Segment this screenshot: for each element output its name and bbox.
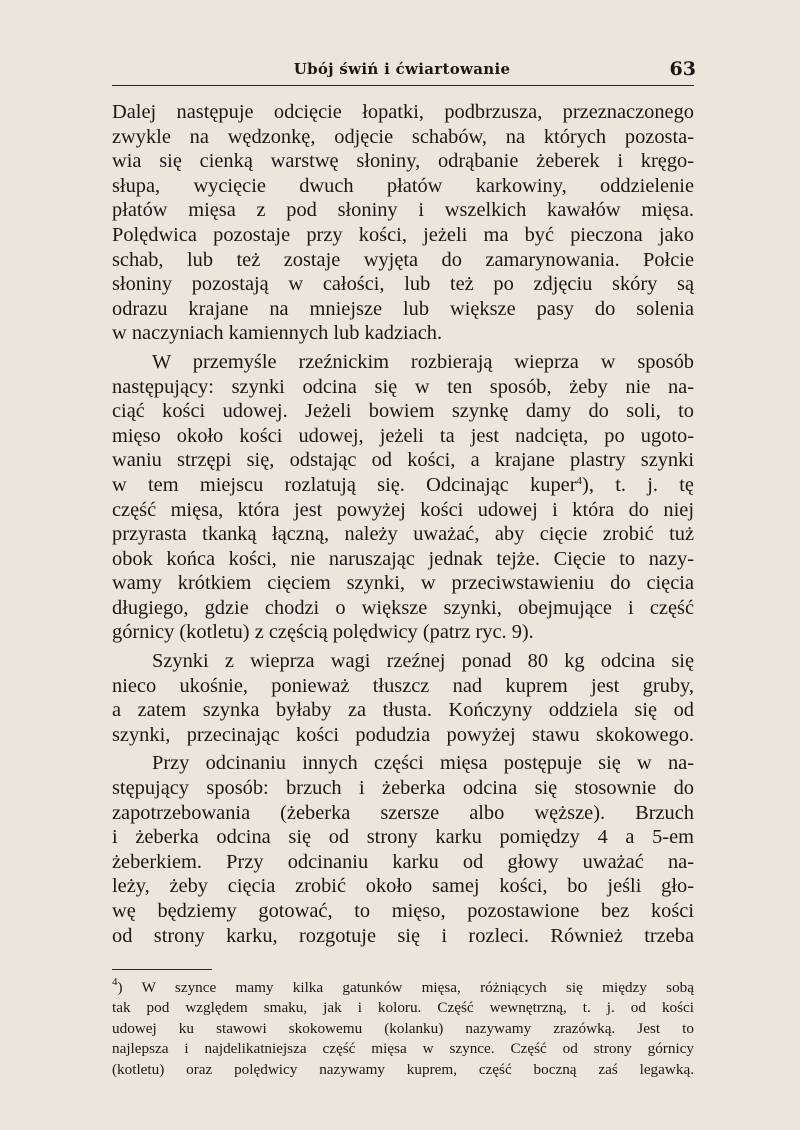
paragraph-4 — [112, 751, 694, 948]
text-line-with-footnote-ref — [112, 473, 694, 498]
text-line: część mięsa, która jest powyżej kości udowej i która do niej — [112, 498, 694, 521]
text-line: waniu strzępi się, odstając od kości, a krajane plastry szynki — [112, 449, 694, 472]
text-line: wę będziemy gotować, to mięso, pozostawione bez kości — [112, 900, 694, 922]
running-title: Ubój świń i ćwiartowanie — [293, 60, 511, 78]
footnote-rule — [112, 969, 212, 970]
text-line: Szynki z wieprza wagi rzeźnej ponad 80 kg odcina się — [152, 650, 694, 673]
text-line: nieco ukośnie, ponieważ tłuszcz nad kuprem jest gruby, — [112, 674, 694, 697]
footnote-line: tak pod względem smaku, jak i koloru. Część wewnętrzną, t. j. od kości — [112, 999, 694, 1017]
footnote-line — [112, 978, 694, 998]
text-line: W przemyśle rzeźnickim rozbierają wieprza w sposób — [152, 350, 694, 373]
text-line: odrazu krajane na mniejsze lub większe pasy do solenia — [112, 297, 694, 320]
paragraph-3 — [112, 649, 694, 747]
text-line: Polędwica pozostaje przy kości, jeżeli ma być pieczona jako — [112, 223, 694, 246]
paragraph-1 — [112, 100, 694, 346]
page-header — [112, 58, 696, 82]
text-line: obok końca kości, nie naruszając jednak tejże. Cięcie to nazy- — [112, 547, 694, 570]
text-line-tail: ), t. j. tę — [582, 473, 694, 496]
text-line: i żeberka odcina się od strony karku pomiędzy 4 a 5-em — [112, 826, 694, 849]
text-line: płatów mięsa z pod słoniny i wszelkich kawałów mięsa. — [112, 199, 694, 222]
paragraph-2 — [112, 350, 694, 645]
text-line: długiego, gdzie chodzi o większe szynki, obejmujące i część — [112, 596, 694, 619]
text-line: Dalej następuje odcięcie łopatki, podbrzusza, przeznaczonego — [112, 101, 694, 123]
text-line: górnicy (kotletu) z częścią polędwicy (patrz ryc. 9). — [112, 621, 534, 644]
text-line: zapotrzebowania (żeberka szersze albo węższe). Brzuch — [112, 801, 694, 824]
text-line: zwykle na wędzonkę, odjęcie schabów, na których pozosta- — [112, 125, 694, 148]
footnote — [112, 978, 694, 1080]
text-line: następujący: szynki odcina się w ten sposób, żeby nie na- — [112, 375, 694, 398]
text-line: stępujący sposób: brzuch i żeberka odcina się stosownie do — [112, 777, 694, 800]
footnote-line: (kotletu) oraz polędwicy nazywamy kuprem, część boczną zaś legawką. — [112, 1060, 694, 1078]
text-line: ciąć kości udowej. Jeżeli bowiem szynkę damy do soli, to — [112, 400, 694, 423]
text-line: mięso około kości udowej, jeżeli ta jest nadcięta, po ugoto- — [112, 424, 694, 447]
text-line: przyrasta tkanką łączną, należy uważać, aby cięcie zrobić tuż — [112, 523, 694, 546]
footnote-line: udowej ku stawowi skokowemu (kolanku) nazywamy zrazówką. Jest to — [112, 1019, 694, 1037]
footnote-line: najlepsza i najdelikatniejsza część mięsa w szynce. Część od strony górnicy — [112, 1040, 694, 1058]
text-line: od strony karku, rozgotuje się i rozleci. Również trzeba — [112, 924, 694, 947]
text-line: schab, lub też zostaje wyjęta do zamarynowania. Połcie — [112, 248, 694, 271]
body-text — [112, 100, 694, 952]
page-number: 63 — [669, 58, 696, 80]
header-rule — [112, 85, 694, 86]
text-line: słupa, wycięcie dwuch płatów karkowiny, oddzielenie — [112, 174, 694, 197]
footnote-marker: 4 — [112, 976, 118, 988]
text-line: szynki, przecinając kości podudzia powyżej stawu skokowego. — [112, 723, 694, 746]
text-line: żeberkiem. Przy odcinaniu karku od głowy uważać na- — [112, 850, 694, 873]
text-line: wamy krótkiem cięciem szynki, w przeciwstawieniu do cięcia — [112, 572, 694, 595]
text-line: a zatem szynka byłaby za tłusta. Kończyny oddziela się od — [112, 699, 694, 722]
footnote-reference[interactable]: 4 — [576, 474, 583, 487]
text-line: w naczyniach kamiennych lub kadziach. — [112, 322, 443, 345]
text-line: wia się cienką warstwę słoniny, odrąbanie żeberek i kręgo- — [112, 150, 694, 173]
text-line: Przy odcinaniu innych części mięsa postępuje się w na- — [152, 752, 694, 775]
text-line-head: w tem miejscu rozlatują się. Odcinając kuper — [112, 473, 577, 496]
text-line: słoniny pozostają w całości, lub też po zdjęciu skóry są — [112, 273, 694, 296]
text-line: leży, żeby cięcia zrobić około samej kości, bo jeśli gło- — [112, 875, 694, 898]
footnote-line-text: ) W szynce mamy kilka gatunków mięsa, różniących się między sobą — [117, 979, 694, 996]
